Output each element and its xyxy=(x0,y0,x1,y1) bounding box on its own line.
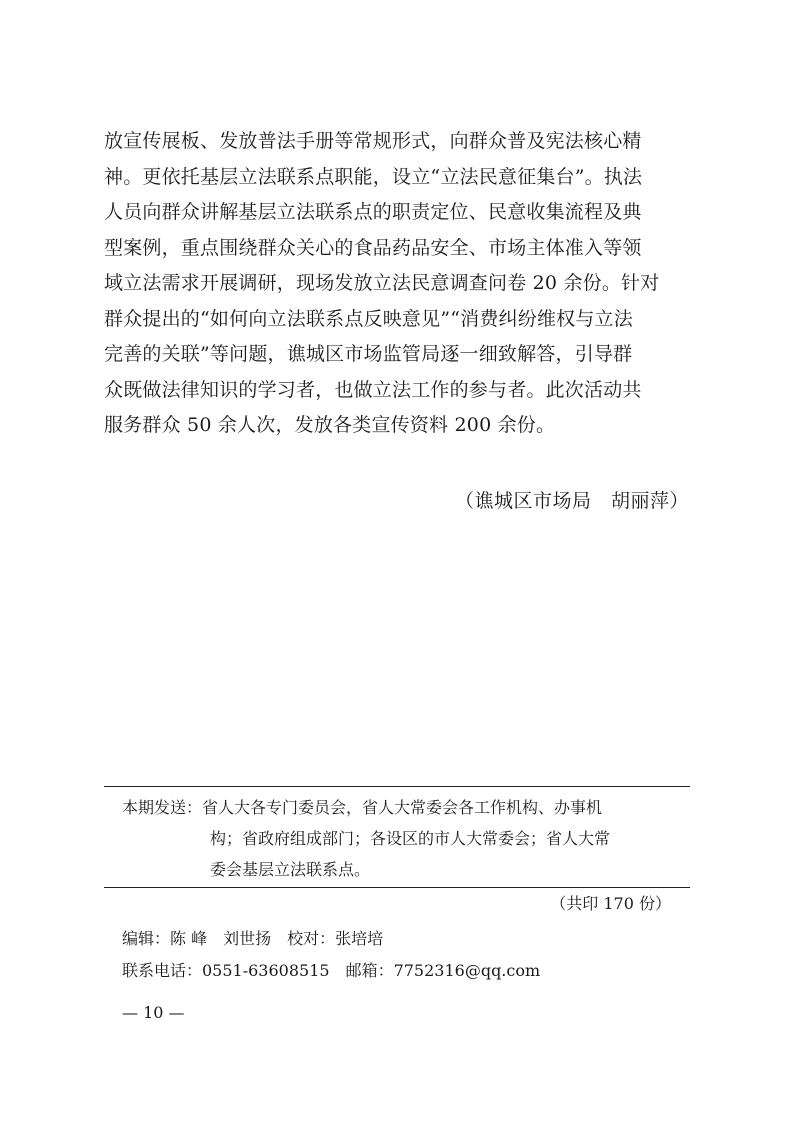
distribution-line: 构；省政府组成部门；各设区的市人大常委会；省人大常 xyxy=(210,829,611,848)
paragraph-line: 完善的关联”等问题，谯城区市场监管局逐一细致解答，引导群 xyxy=(104,343,633,365)
paragraph-line: 服务群众 50 余人次，发放各类宣传资料 200 余份。 xyxy=(104,414,556,436)
distribution-block xyxy=(122,792,692,885)
paragraph-line: 众既做法律知识的学习者，也做立法工作的参与者。此次活动共 xyxy=(104,378,642,401)
article-body xyxy=(104,124,704,444)
paragraph-line: 型案例，重点围绕群众关心的食品药品安全、市场主体准入等领 xyxy=(104,236,642,259)
editor-line: 编辑：陈 峰 刘世扬 校对：张培培 xyxy=(122,929,384,948)
distribution-bottom-rule xyxy=(104,887,690,888)
paragraph-line: 域立法需求开展调研，现场发放立法民意调查问卷 20 余份。针对 xyxy=(104,272,660,294)
distribution-top-rule xyxy=(104,786,690,787)
paragraph-line: 人员向群众讲解基层立法联系点的职责定位、民意收集流程及典 xyxy=(104,201,642,223)
author-signature: （谯城区市场局 胡丽萍） xyxy=(454,490,689,512)
paragraph-line: 群众提出的“如何向立法联系点反映意见”“消费纠纷维权与立法 xyxy=(104,307,633,330)
distribution-line: 本期发送：省人大各专门委员会，省人大常委会各工作机构、办事机 xyxy=(122,798,603,817)
print-count: （共印 170 份） xyxy=(550,894,671,913)
page-number: — 10 — xyxy=(122,1003,185,1022)
contact-line: 联系电话：0551-63608515 邮箱：7752316@qq.com xyxy=(122,961,541,980)
paragraph-line: 放宣传展板、发放普法手册等常规形式，向群众普及宪法核心精 xyxy=(104,130,642,152)
distribution-line: 委会基层立法联系点。 xyxy=(210,860,371,879)
paragraph-line: 神。更依托基层立法联系点职能，设立“立法民意征集台”。执法 xyxy=(104,165,643,188)
